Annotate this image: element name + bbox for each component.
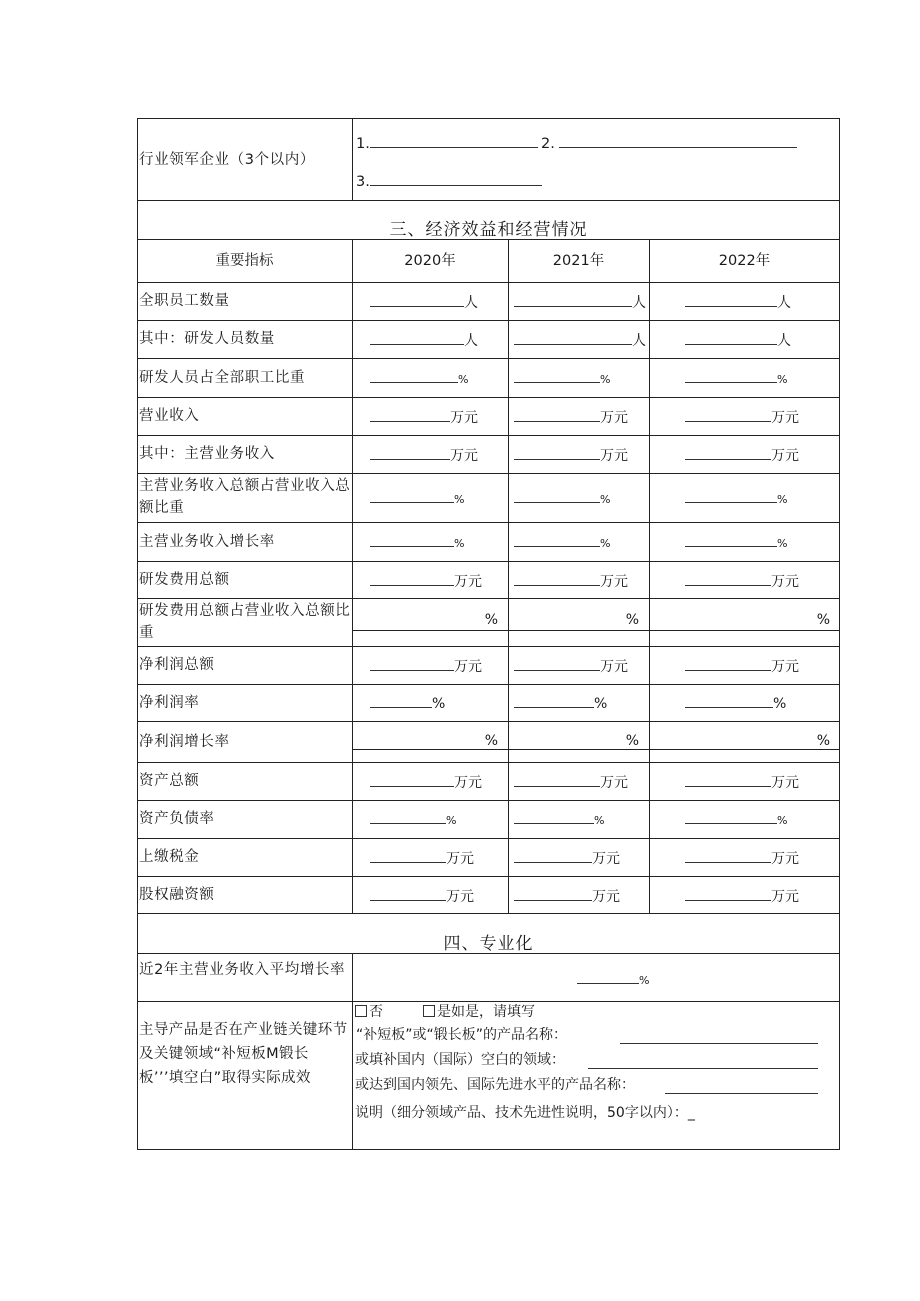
grid-line [352, 118, 353, 200]
grid-line [137, 684, 840, 685]
indicator-label: 其中：研发人员数量 [139, 331, 275, 347]
value-cell[interactable]: 万元 [514, 772, 628, 792]
leading-enterprise-label: 行业领军企业（3个以内） [139, 152, 315, 168]
value-cell[interactable]: 万元 [685, 571, 799, 591]
value-cell[interactable]: 万元 [685, 772, 799, 792]
indicator-label: 研发费用总额 [139, 571, 230, 588]
value-cell[interactable]: 人 [514, 292, 646, 312]
grid-line [137, 358, 840, 359]
header-2020: 2020年 [404, 253, 456, 269]
value-cell[interactable]: % [816, 612, 830, 628]
grid-line [137, 876, 840, 877]
value-cell[interactable]: 人 [685, 330, 791, 350]
header-2022: 2022年 [718, 253, 771, 269]
value-cell[interactable]: % [370, 694, 445, 712]
value-cell[interactable]: % [514, 694, 607, 712]
grid-line [137, 721, 840, 722]
value-cell[interactable]: 人 [370, 292, 478, 312]
value-cell[interactable]: 万元 [370, 571, 482, 591]
grid-line [137, 320, 840, 321]
grid-line [137, 397, 840, 398]
short-board-line: “补短板”或“锻长板”的产品名称： [356, 1027, 568, 1043]
leading-item-1: 1. [356, 134, 538, 153]
indicator-label: 股权融资额 [139, 886, 215, 903]
grid-line [352, 953, 353, 1150]
value-cell[interactable]: % [816, 733, 830, 749]
header-indicator: 重要指标 [215, 253, 274, 269]
value-cell[interactable]: % [484, 733, 498, 749]
grid-line [137, 646, 840, 647]
value-cell[interactable]: % [685, 533, 787, 551]
value-cell[interactable]: % [625, 733, 639, 749]
checkbox-yes[interactable] [423, 1005, 435, 1017]
grid-line [137, 200, 840, 201]
indicator-label: 净利润率 [139, 694, 200, 711]
indicator-label: 研发费用总额占营业收入总额比重 [139, 603, 351, 642]
value-cell[interactable]: 万元 [685, 407, 799, 427]
grid-line [137, 435, 840, 436]
value-cell[interactable]: 万元 [514, 886, 620, 906]
grid-line [137, 473, 840, 474]
value-cell[interactable]: 万元 [514, 571, 628, 591]
value-cell[interactable]: 万元 [685, 656, 799, 676]
value-cell[interactable]: 人 [685, 292, 791, 312]
value-cell[interactable]: 万元 [370, 445, 478, 465]
indicator-label: 研发人员占全部职工比重 [139, 369, 306, 386]
indicator-label: 上缴税金 [139, 849, 200, 865]
value-cell[interactable]: % [685, 369, 787, 387]
value-cell[interactable]: 人 [514, 330, 646, 350]
growth-field[interactable]: % [577, 970, 649, 988]
value-cell[interactable]: 万元 [685, 445, 799, 465]
leading-item-2: 2. [541, 134, 797, 153]
value-cell[interactable]: 万元 [370, 656, 482, 676]
indicator-label: 其中：主营业务收入 [139, 446, 275, 462]
indicator-label: 净利润增长率 [139, 733, 230, 750]
value-cell[interactable]: % [685, 489, 787, 507]
value-cell[interactable]: 万元 [514, 848, 620, 868]
leading-item-3: 3. [356, 172, 542, 191]
indicator-label: 营业收入 [139, 408, 200, 424]
value-cell[interactable]: 万元 [514, 656, 628, 676]
grid-line [137, 1001, 840, 1002]
gap-field-input[interactable] [588, 1055, 818, 1069]
value-cell[interactable]: % [370, 489, 464, 507]
indicator-label: 主营业务收入增长率 [139, 533, 275, 550]
indicator-label: 主营业务收入总额占营业收入总额比重 [139, 478, 351, 517]
value-cell[interactable]: % [514, 369, 610, 387]
grid-line [137, 800, 840, 801]
description-line[interactable]: 说明（细分领域产品、技术先进性说明，50字以内）：_ [355, 1105, 695, 1121]
value-cell[interactable]: % [685, 694, 786, 712]
value-cell[interactable]: 万元 [370, 772, 482, 792]
value-cell[interactable]: 万元 [370, 886, 474, 906]
value-cell[interactable]: % [514, 533, 610, 551]
leading-product-line: 或达到国内领先、国际先进水平的产品名称： [355, 1077, 635, 1093]
leading-field-1[interactable] [370, 134, 538, 148]
value-cell[interactable]: % [625, 612, 639, 628]
indicator-label: 资产总额 [139, 773, 200, 789]
section-title-economic: 三、经济效益和经营情况 [389, 220, 588, 240]
header-2021: 2021年 [552, 253, 605, 269]
value-cell[interactable]: % [370, 369, 468, 387]
value-cell[interactable]: % [685, 810, 787, 828]
grid-line [352, 749, 840, 750]
grid-line [137, 282, 840, 283]
value-cell[interactable]: % [484, 612, 498, 628]
value-cell[interactable]: 万元 [514, 445, 628, 465]
indicator-label: 全职员工数量 [139, 293, 230, 309]
value-cell[interactable]: % [370, 810, 456, 828]
value-cell[interactable]: 万元 [514, 407, 628, 427]
leading-field-3[interactable] [370, 172, 542, 186]
option-yes[interactable]: 是如是，请填写 [423, 1004, 535, 1022]
grid-line [137, 561, 840, 562]
grid-line [137, 913, 840, 914]
grid-line [137, 598, 840, 599]
value-cell[interactable]: % [514, 810, 604, 828]
growth-label: 近2年主营业务收入平均增长率 [139, 962, 346, 978]
grid-line [137, 762, 840, 763]
indicator-label: 资产负债率 [139, 811, 215, 827]
checkbox-no[interactable] [355, 1005, 367, 1017]
short-board-field[interactable] [620, 1030, 818, 1044]
value-cell[interactable]: 万元 [370, 407, 478, 427]
grid-line [508, 239, 509, 913]
grid-line [352, 239, 353, 913]
indicator-label: 净利润总额 [139, 657, 215, 673]
grid-line [137, 522, 840, 523]
value-cell[interactable]: 人 [370, 330, 478, 350]
grid-line [352, 630, 840, 631]
gap-field-line: 或填补国内（国际）空白的领域： [355, 1052, 565, 1068]
value-cell[interactable]: 万元 [685, 886, 799, 906]
value-cell[interactable]: 万元 [370, 848, 474, 868]
grid-line [649, 239, 650, 913]
leading-field-2[interactable] [559, 134, 797, 148]
grid-line [137, 838, 840, 839]
value-cell[interactable]: 万元 [685, 848, 799, 868]
value-cell[interactable]: % [514, 489, 610, 507]
section-title-specialization: 四、专业化 [443, 934, 534, 954]
value-cell[interactable]: % [370, 533, 464, 551]
option-no[interactable]: 否 [355, 1004, 383, 1022]
leading-product-field[interactable] [665, 1080, 818, 1094]
key-product-label: 主导产品是否在产业链关键环节及关键领域“补短板M锻长板’’’填空白”取得实际成效 [139, 1022, 348, 1086]
